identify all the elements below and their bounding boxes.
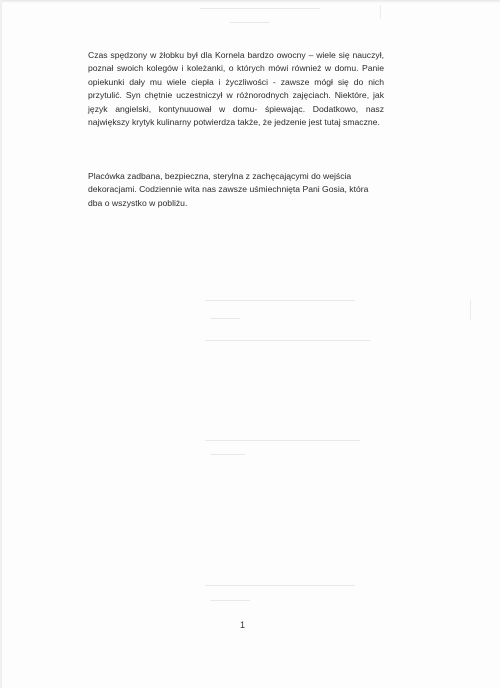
body-paragraph-1: Czas spędzony w żłobku był dla Kornela bardzo owocny – wiele się nauczył, poznał swoich kolegów i koleżanki, o których mówi również w domu. Panie opiekunki dały mu wiele ciepła i życzliwości - zawsze mógł się do nich przytulić. Syn chętnie uczestniczył w różnorodnych zajęciach. Niektóre, jak język angielski, kontynuuował w domu- śpiewając. Dodatkowo, nasz największy krytyk kulinarny potwierdza także, że jedzenie jest tutaj smaczne. (88, 50, 384, 128)
body-paragraph-2: Placówka zadbana, bezpieczna, sterylna z zachęcającymi do wejścia dekoracjami. Codziennie wita nas zawsze uśmiechnięta Pani Gosia, która dba o wszystko w pobliżu. (88, 171, 369, 208)
scan-artifact-vline (380, 5, 381, 19)
scan-left-edge (0, 0, 2, 688)
scan-artifact-line (200, 8, 320, 9)
scan-artifact-line (210, 318, 240, 319)
scan-top-edge (0, 0, 500, 3)
scan-artifact-line (205, 585, 355, 586)
scan-artifact-line (210, 600, 250, 601)
page-number: 1 (240, 620, 246, 630)
scan-artifact-vline (470, 300, 471, 320)
scan-artifact-line (230, 22, 270, 23)
scan-artifact-line (210, 454, 245, 455)
scan-artifact-line (205, 300, 355, 301)
scan-artifact-line (205, 440, 360, 441)
scan-artifact-line (205, 340, 370, 341)
